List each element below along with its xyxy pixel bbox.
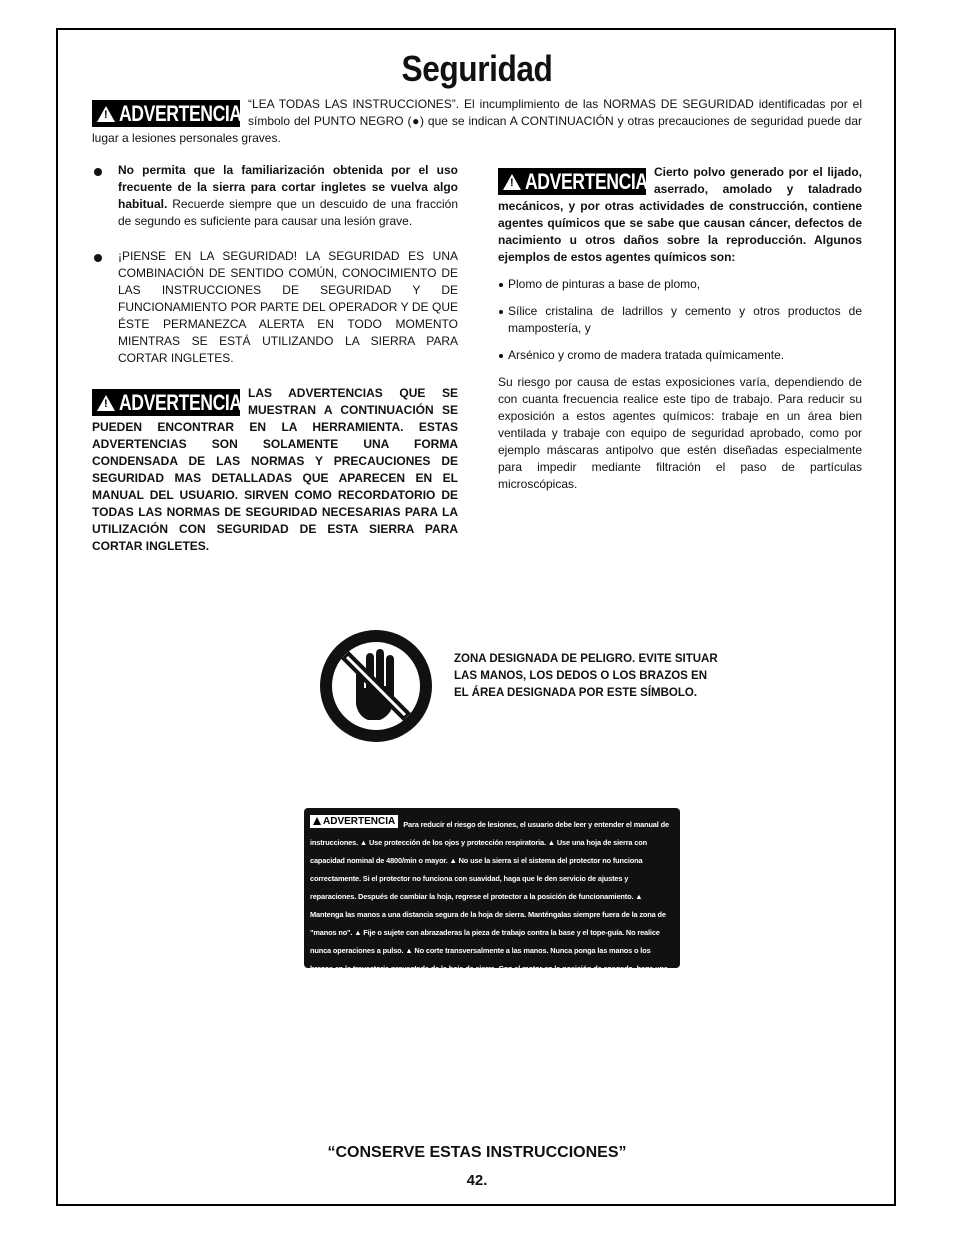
list-item: Arsénico y cromo de madera tratada químicamente.	[498, 347, 862, 364]
bullet1-bold: No permita que la familiarización obtenida por el uso frecuente de la sierra para cortar ingletes se vuelva algo habitual.	[118, 163, 458, 211]
right-column	[498, 164, 862, 493]
list-item	[92, 248, 458, 367]
danger-zone-text: ZONA DESIGNADA DE PELIGRO. EVITE SITUAR LAS MANOS, LOS DEDOS O LOS BRAZOS EN EL ÁREA DESIGNADA POR ESTE SÍMBOLO.	[454, 653, 718, 699]
list-item	[92, 162, 458, 230]
warning-triangle-icon	[313, 817, 321, 825]
warning-badge: ! ADVERTENCIA	[92, 100, 240, 127]
bullet1-text: Recuerde siempre que un descuido de una fracción de segundo es suficiente para causar una lesión grave.	[118, 197, 458, 228]
tool-warnings-paragraph	[92, 385, 458, 555]
intro-paragraph	[92, 96, 862, 147]
tool-warnings-text: LAS ADVERTENCIAS QUE SE MUESTRAN A CONTINUACIÓN SE PUEDEN ENCONTRAR EN LA HERRAMIENTA. ESTAS ADVERTENCIAS SON SOLAMENTE UNA FORMA CONDENSADA DE LAS NORMAS Y PRECAUCIONES DE SEGURIDAD MAS DETALLADAS QUE APARECEN EN EL MANUAL DEL USUARIO. SIRVEN COMO RECORDATORIO DE TODAS LAS NORMAS DE SEGURIDAD NECESARIAS PARA LA UTILIZACIÓN CON SEGURIDAD DE ESTA SIERRA PARA CORTAR INGLETES.	[92, 386, 458, 553]
warning-triangle-icon: !	[97, 395, 115, 411]
bullet2-text: ¡PIENSE EN LA SEGURIDAD! LA SEGURIDAD ES UNA COMBINACIÓN DE SENTIDO COMÚN, CONOCIMIENTO DE LAS INSTRUCCIONES DE SEGURIDAD Y DE FUNCIONAMIENTO POR PARTE DEL OPERADOR Y DE QUE ÉSTE PERMANEZCA ALERTA EN TODO MOMENTO MIENTRAS SE ESTÁ UTILIZANDO LA SIERRA PARA CORTAR INGLETES.	[118, 249, 458, 365]
exposure-paragraph: Su riesgo por causa de estas exposiciones varía, dependiendo de con cuanta frecuencia realice este tipo de trabajo. Para reducir su exposición a estos agentes químicos: trabaje en un área bien ventilada y trabaje con equipo de seguridad aprobado, como por ejemplo máscaras antipolvo que estén diseñadas especialmente para impedir mediante filtración el paso de partículas microscópicas.	[498, 375, 862, 491]
bullet-icon	[94, 168, 102, 176]
warning-badge: ! ADVERTENCIA	[92, 389, 240, 416]
dust-warning-paragraph	[498, 164, 862, 266]
bullet-icon	[499, 310, 503, 314]
bullet-icon	[499, 354, 503, 358]
bullet-icon	[94, 254, 102, 262]
page-title: Seguridad	[401, 48, 553, 89]
list-item: Plomo de pinturas a base de plomo,	[498, 276, 862, 293]
label-warning-badge: ADVERTENCIA	[310, 815, 398, 828]
bullet-icon	[499, 283, 503, 287]
warning-badge: ! ADVERTENCIA	[498, 168, 646, 195]
footer-note: “CONSERVE ESTAS INSTRUCCIONES”	[327, 1144, 627, 1161]
warning-triangle-icon: !	[97, 106, 115, 122]
label-text: Para reducir el riesgo de lesiones, el usuario debe leer y entender el manual de instrucciones. ▲ Use protección de los ojos y protección respiratoria. ▲ Use una hoja de sierra con capacidad nominal de 4800/min o mayor. ▲ No use la sierra si el sistema del protector no funciona correctamente. Si el protector no funciona con suavidad, haga que le den servicio de ajustes y reparaciones. Después de cambiar la hoja, regrese el protector a la posición de funcionamiento. ▲ Mantenga las manos a una distancia segura de la hoja de sierra. Manténgalas siempre fuera de la zona de "manos no". ▲ Fije o sujete con abrazaderas la pieza de trabajo contra la base y el tope-guía. No realice nunca operaciones a pulso. ▲ No corte transversalmente a las manos. Nunca ponga las manos o los brazos en la trayectoria proyectada de la hoja de sierra. Con el motor en la posición de apagado, haga una pasada de prueba para comprobar el alcance de la hoja. ▲ Después de apagar la sierra, manténgala en la posición hacia abajo y espere a que la hoja se detenga antes de retirar las piezas cortadas o cambiar los ajustes. ▲ Para evitar las descargas eléctricas, no exponga la herramienta a la lluvia ni la utilice en lugares húmedos. ▲ Cuando haga servicio de ajustes y reparaciones de la herramienta, utilice únicamente piezas de repuesto idénticas. ▲ Para realizar cortes en bisel o compuestos, ajuste el tope-guía deslizante de manera que no esté en la trayectoria de la hoja y no interfiera con el sistema del protector.	[310, 820, 670, 1081]
tool-warning-label	[304, 808, 680, 1081]
no-hands-icon	[320, 630, 432, 742]
dust-warning-text: Cierto polvo generado por el lijado, aserrado, amolado y taladrado mecánicos, y por otras actividades de construcción, contiene agentes químicos que se sabe que causan cáncer, defectos de nacimiento u otros daños sobre la reproducción. Algunos ejemplos de estos agentes químicos son:	[498, 165, 862, 264]
list-item: Sílice cristalina de ladrillos y cemento y otros productos de mampostería, y	[498, 303, 862, 337]
intro-text: “LEA TODAS LAS INSTRUCCIONES”. El incumplimiento de las NORMAS DE SEGURIDAD identificadas por el símbolo del PUNTO NEGRO (●) que se indican A CONTINUACIÓN y otras precauciones de seguridad puede dar lugar a lesiones personales graves.	[92, 97, 862, 145]
warning-triangle-icon: !	[503, 174, 521, 190]
left-column	[92, 162, 458, 555]
page-number: 42.	[466, 1172, 488, 1189]
